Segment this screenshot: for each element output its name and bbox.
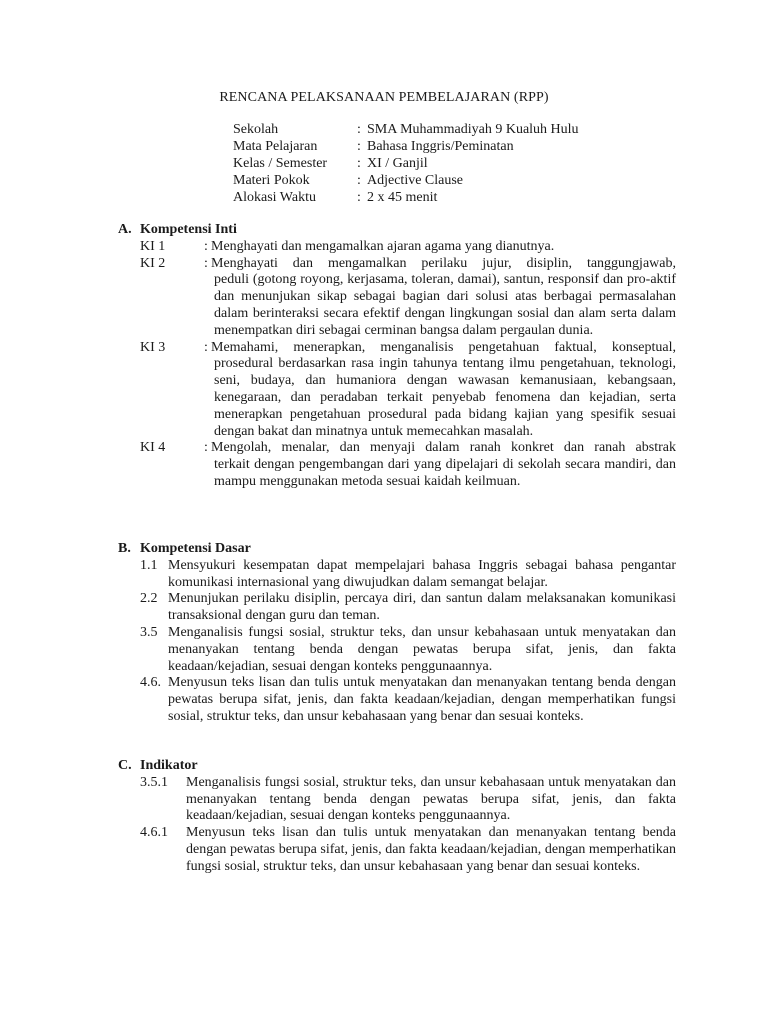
ki-label: KI 3 — [140, 339, 166, 355]
ki-text — [211, 340, 676, 441]
indicator-item-4-6-1 — [140, 825, 676, 875]
identity-label: Sekolah — [233, 122, 279, 137]
kd-number: 4.6. — [140, 675, 161, 691]
ki-text-first: Memahami, menerapkan, menganalisis pengetahuan faktual, konseptual, — [211, 339, 676, 355]
kd-item-3-5 — [140, 625, 676, 675]
indicator-text: Menganalisis fungsi sosial, struktur teks, dan unsur kebahasaan untuk menyatakan dan menanyakan tentang benda dengan pewatas berupa sifat, jenis, dan fakta keadaan/kejadian, sesuai dengan konteks penggunaannya. — [186, 774, 676, 824]
indicator-number: 4.6.1 — [140, 825, 168, 841]
ki-item-4 — [140, 440, 676, 490]
section-letter: A. — [118, 222, 132, 237]
kd-text: Mensyukuri kesempatan dapat mempelajari bahasa Inggris sebagai bahasa pengantar komunikasi internasional yang diwujudkan dalam semangat belajar. — [168, 557, 676, 590]
section-letter: B. — [118, 541, 131, 556]
indicator-item-3-5-1 — [140, 775, 676, 825]
identity-colon: : — [357, 190, 361, 205]
ki-text — [211, 440, 676, 490]
identity-row-sekolah — [233, 122, 579, 139]
ki-colon: : — [204, 238, 208, 254]
kd-item-4-6 — [140, 675, 676, 725]
ki-text-first: Menghayati dan mengamalkan perilaku jujur, disiplin, tanggungjawab, — [211, 255, 676, 271]
ki-label: KI 1 — [140, 238, 166, 254]
kd-number: 2.2 — [140, 591, 158, 607]
identity-value: SMA Muhammadiyah 9 Kualuh Hulu — [367, 122, 579, 137]
section-kompetensi-inti — [118, 222, 676, 491]
section-title: Kompetensi Dasar — [140, 541, 251, 556]
identity-colon: : — [357, 173, 361, 188]
indicator-text: Menyusun teks lisan dan tulis untuk menyatakan dan menanyakan tentang benda dengan pewatas berupa sifat, jenis, dan fakta keadaan/kejadian, dengan memperhatikan fungsi sosial, struktur teks, dan unsur kebahasaan yang benar dan sesuai konteks. — [186, 825, 676, 874]
ki-colon: : — [204, 440, 208, 456]
section-indikator — [118, 758, 676, 876]
ki-text-rest: terkait dengan pengembangan dari yang dipelajari di sekolah secara mandiri, dan mampu menggunakan metoda sesuai kaidah keilmuan. — [214, 457, 676, 489]
identity-label: Materi Pokok — [233, 173, 310, 188]
ki-text-rest: peduli (gotong royong, kerjasama, toleran, damai), santun, responsif dan pro-aktif dan menunjukan sikap sebagai bagian dari solusi atas berbagai permasalahan dalam berinteraksi secara efektif dengan lingkungan sosial dan alam serta dalam menempatkan diri sebagai cerminan bangsa dalam pergaulan dunia. — [214, 272, 676, 338]
section-letter: C. — [118, 758, 132, 773]
section-heading — [118, 541, 676, 558]
section-heading — [118, 758, 676, 775]
identity-row-mata-pelajaran — [233, 139, 579, 156]
identity-row-alokasi-waktu — [233, 190, 579, 207]
identity-value: XI / Ganjil — [367, 156, 428, 171]
kd-number: 3.5 — [140, 624, 158, 640]
section-heading — [118, 222, 676, 239]
kd-text: Menganalisis fungsi sosial, struktur teks, dan unsur kebahasaan untuk menyatakan dan menanyakan tentang benda dengan pewatas berupa sifat, jenis, dan fakta keadaan/kejadian, sesuai dengan konteks penggunaannya. — [168, 624, 676, 674]
identity-colon: : — [357, 139, 361, 154]
kd-number: 1.1 — [140, 557, 158, 573]
kd-text: Menunjukan perilaku disiplin, percaya diri, dan santun dalam melaksanakan komunikasi transaksional dengan guru dan teman. — [168, 591, 676, 624]
ki-colon: : — [204, 339, 208, 355]
section-title: Indikator — [140, 758, 198, 773]
identity-colon: : — [357, 122, 361, 137]
kd-item-1-1 — [140, 558, 676, 592]
ki-text — [211, 239, 676, 256]
ki-item-1 — [140, 239, 676, 256]
ki-label: KI 4 — [140, 440, 166, 456]
identity-value: Bahasa Inggris/Peminatan — [367, 139, 514, 154]
identity-table — [233, 122, 579, 207]
kd-item-2-2 — [140, 591, 676, 625]
identity-row-kelas-semester — [233, 156, 579, 173]
identity-label: Kelas / Semester — [233, 156, 328, 171]
ki-label: KI 2 — [140, 255, 166, 271]
ki-colon: : — [204, 255, 208, 271]
section-title: Kompetensi Inti — [140, 222, 237, 237]
identity-label: Alokasi Waktu — [233, 190, 316, 205]
identity-value: 2 x 45 menit — [367, 190, 438, 205]
kd-text: Menyusun teks lisan dan tulis untuk menyatakan dan menanyakan tentang benda dengan pewatas berupa sifat, jenis, dan fakta keadaan/kejadian, dengan memperhatikan fungsi sosial, struktur teks, dan unsur kebahasaan yang benar dan sesuai konteks. — [168, 675, 676, 724]
identity-label: Mata Pelajaran — [233, 139, 318, 154]
ki-item-3 — [140, 340, 676, 441]
identity-colon: : — [357, 156, 361, 171]
ki-text-first: Menghayati dan mengamalkan ajaran agama yang dianutnya. — [211, 238, 555, 254]
ki-item-2 — [140, 256, 676, 340]
identity-row-materi-pokok — [233, 173, 579, 190]
section-kompetensi-dasar — [118, 541, 676, 726]
identity-value: Adjective Clause — [367, 173, 464, 188]
document-title: RENCANA PELAKSANAAN PEMBELAJARAN (RPP) — [219, 90, 549, 105]
ki-text — [211, 256, 676, 340]
indicator-number: 3.5.1 — [140, 774, 168, 790]
ki-text-first: Mengolah, menalar, dan menyaji dalam ranah konkret dan ranah abstrak — [211, 440, 676, 456]
ki-text-rest: prosedural berdasarkan rasa ingin tahunya tentang ilmu pengetahuan, teknologi, seni, budaya, dan humaniora dengan wawasan kemanusiaan, kebangsaan, kenegaraan, dan peradaban terkait penyebab fenomena dan kejadian, serta menerapkan pengetahuan prosedural pada bidang kajian yang spesifik sesuai dengan bakat dan minatnya untuk memecahkan masalah. — [214, 356, 676, 439]
